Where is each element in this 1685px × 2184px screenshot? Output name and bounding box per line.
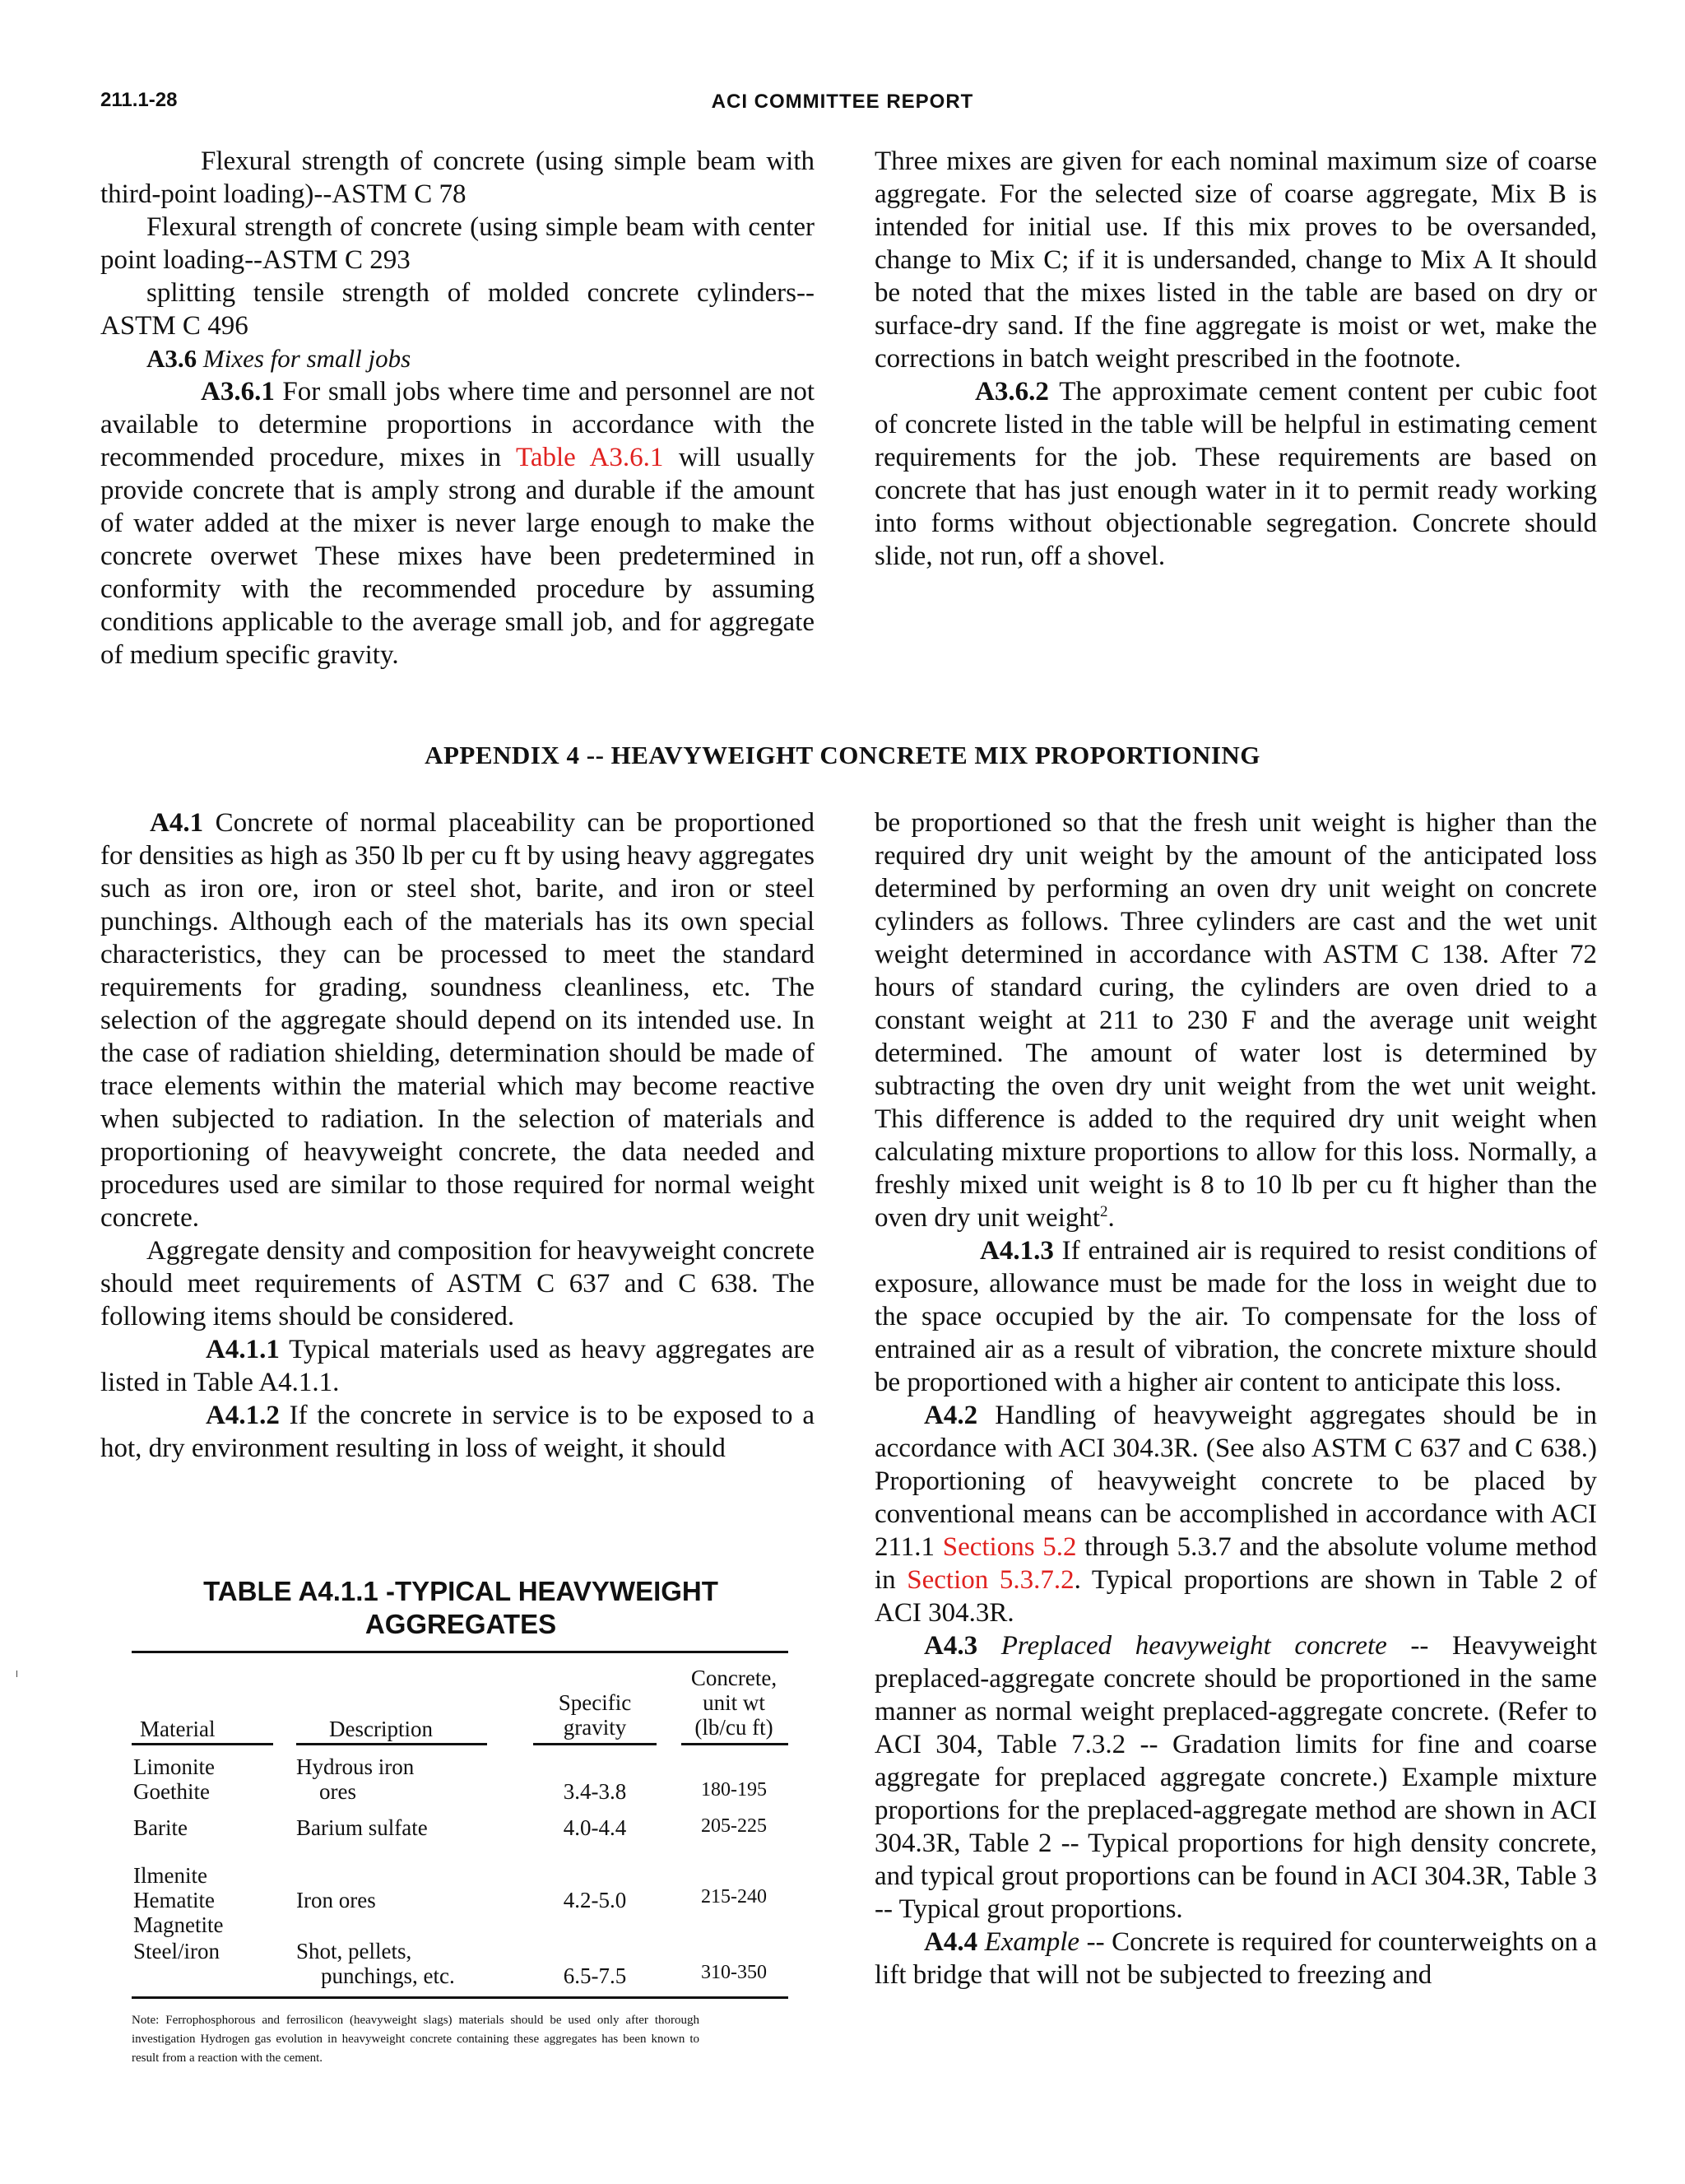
section-a42-label: A4.2 [924, 1401, 978, 1430]
unit-weight-paragraph [875, 806, 1597, 1234]
row-3-material-b: Hematite [133, 1888, 215, 1912]
rule-specific-gravity [533, 1743, 657, 1745]
header-unit-weight-3: (lb/cu ft) [694, 1715, 773, 1740]
row-4-desc-a: Shot, pellets, [296, 1939, 412, 1963]
row-1-material [133, 1754, 215, 1804]
unit-weight-end: . [1107, 1203, 1115, 1233]
margin-mark [16, 1671, 17, 1677]
page-number: 211.1-28 [100, 89, 178, 111]
row-4-specific-gravity: 6.5-7.5 [563, 1963, 627, 1988]
row-3-specific-gravity: 4.2-5.0 [563, 1888, 627, 1912]
row-1-desc-a: Hydrous iron [296, 1754, 415, 1779]
header-sg-2: gravity [563, 1715, 627, 1740]
row-2-specific-gravity: 4.0-4.4 [563, 1815, 627, 1840]
section-a42-paragraph [875, 1399, 1597, 1629]
sections-52-link[interactable]: Sections 5.2 [942, 1532, 1077, 1562]
table-top-rule [132, 1651, 788, 1653]
header-unit-weight-1: Concrete, [690, 1666, 778, 1690]
section-5372-link[interactable]: Section 5.3.7.2 [907, 1565, 1075, 1595]
row-1-unit-weight: 180-195 [701, 1779, 767, 1801]
section-a412-paragraph [100, 1399, 815, 1465]
bottom-left-column [100, 806, 815, 1465]
astm-c496-item: splitting tensile strength of molded concrete cylinders--ASTM C 496 [100, 278, 815, 341]
section-a412-text: If the concrete in service is to be exposed to a hot, dry environment resulting in loss of weight, it should [100, 1401, 815, 1463]
header-specific-gravity [533, 1690, 657, 1740]
astm-c293-item: Flexural strength of concrete (using simple beam with center point loading--ASTM C 293 [100, 212, 815, 275]
row-1-description [296, 1754, 414, 1804]
rule-description [296, 1743, 487, 1745]
section-a36-heading [100, 342, 815, 375]
row-3-material-c: Magnetite [133, 1912, 224, 1937]
table-bottom-rule [132, 1996, 788, 1999]
section-a412-label: A4.1.2 [206, 1401, 280, 1430]
section-a361-text-2: will usually provide concrete that is amply strong and durable if the amount of water added at the mixer is never large enough to make the concrete overwet These mixes have been predetermined in conformity with the recommended procedure by assuming conditions applicable to the average small job, and for aggregate of medium specific gravity. [100, 443, 815, 670]
rule-material [132, 1743, 273, 1745]
section-a43-paragraph [875, 1629, 1597, 1926]
section-a411-text: Typical materials used as heavy aggregates are listed in Table A4.1.1. [100, 1335, 815, 1397]
running-header: ACI COMMITTEE REPORT [711, 91, 974, 113]
section-a42-text-3: . Typical proportions are shown in Table 2 of ACI 304.3R. [875, 1565, 1598, 1628]
header-unit-weight-2: unit wt [703, 1690, 765, 1715]
top-right-column [875, 145, 1597, 573]
mixes-paragraph: Three mixes are given for each nominal maximum size of coarse aggregate. For the selected size of coarse aggregate, Mix B is intended for initial use. If this mix proves to be oversanded, change to Mix C; if it is undersanded, change to Mix A It should be noted that the mixes listed in the table are based on dry or surface-dry sand. If the fine aggregate is moist or wet, make the corrections in batch weight prescribed in the footnote. [875, 146, 1597, 374]
row-3-unit-weight: 215-240 [701, 1886, 767, 1908]
row-3-material [133, 1863, 223, 1937]
section-a41-paragraph [100, 806, 815, 1234]
aggregate-density-paragraph: Aggregate density and composition for heavyweight concrete should meet requirements of ASTM C 637 and C 638. The following items should be considered. [100, 1236, 815, 1331]
table-a411 [132, 1651, 788, 2005]
section-a361-label: A3.6.1 [201, 377, 275, 407]
section-a362-text: The approximate cement content per cubic foot of concrete listed in the table will be helpful in estimating cement requirements for the job. These requirements are based on concrete that has just enough water in it to permit ready working into forms without objectionable segregation. Concrete should slide, not run, off a shovel. [875, 377, 1597, 571]
header-description: Description [329, 1717, 433, 1741]
appendix-4-title: APPENDIX 4 -- HEAVYWEIGHT CONCRETE MIX PROPORTIONING [425, 741, 1260, 769]
section-a411-paragraph [100, 1333, 815, 1399]
section-a36-label: A3.6 [146, 344, 197, 373]
row-3-description: Iron ores [296, 1888, 376, 1912]
table-title-line-2: AGGREGATES [364, 1609, 557, 1639]
section-a361-text-1: For small jobs where time and personnel are not available to determine proportions in accordance with the recommended procedure, mixes in [100, 377, 815, 472]
bottom-right-column [875, 806, 1597, 1991]
table-title-line-1: TABLE A4.1.1 -TYPICAL HEAVYWEIGHT [203, 1576, 718, 1606]
row-2-material: Barite [133, 1815, 188, 1840]
row-2-description: Barium sulfate [296, 1815, 428, 1840]
rule-unit-weight [681, 1743, 788, 1745]
row-2-unit-weight: 205-225 [701, 1815, 767, 1837]
row-1-material-a: Limonite [133, 1754, 215, 1779]
row-4-material: Steel/iron [133, 1939, 220, 1963]
header-unit-weight [673, 1666, 795, 1740]
section-a362-paragraph [875, 375, 1597, 573]
section-a42-text-1: Handling of heavyweight aggregates should be in accordance with ACI 304.3R. (See also ASTM C 637 and C 638.) Proportioning of heavyweight concrete to be placed by conventional means can be accomplished in accordance with ACI 211.1 [875, 1401, 1597, 1562]
footnote-2-ref: 2 [1100, 1203, 1108, 1220]
astm-c78-item: Flexural strength of concrete (using simple beam with third-point loading)--ASTM C 78 [100, 146, 815, 209]
row-1-material-b: Goethite [133, 1779, 210, 1804]
section-a43-label: A4.3 [924, 1631, 978, 1661]
section-a413-label: A4.1.3 [980, 1236, 1054, 1266]
section-a44-title: Example -- [984, 1927, 1105, 1957]
unit-weight-text: be proportioned so that the fresh unit weight is higher than the required dry unit weight by the amount of the anticipated loss determined by performing an oven dry unit weight on concrete cylinders as follows. Three cylinders are cast and the wet unit weight determined in accordance with ASTM C 138. After 72 hours of standard curing, the cylinders are oven dried to a constant weight at 211 to 230 F and the average unit weight determined. The amount of water lost is determined by subtracting the oven dry unit weight from the wet unit weight. This difference is added to the required dry unit weight when calculating mixture proportions to allow for this loss. Normally, a freshly mixed unit weight is 8 to 10 lb per cu ft higher than the oven dry unit weight [875, 808, 1597, 1233]
row-1-desc-b: ores [319, 1779, 356, 1804]
section-a41-label: A4.1 [150, 808, 204, 838]
header-sg-1: Specific [558, 1690, 632, 1715]
table-note: Note: Ferrophosphorous and ferrosilicon (heavyweight slags) materials should be used only after thorough investigation Hydrogen gas evolution in heavyweight concrete containing these aggregates has been known to result from a reaction with the cement. [132, 2014, 699, 2065]
section-a413-paragraph [875, 1234, 1597, 1399]
table-a411-title [132, 1575, 790, 1641]
section-a411-label: A4.1.1 [206, 1335, 280, 1364]
section-a43-text: -- Heavyweight preplaced-aggregate concrete should be proportioned in the same manner as normal weight preplaced-aggregate concrete. (Refer to ACI 304, Table 7.3.2 -- Gradation limits for fine and coarse aggregate for preplaced aggregate concrete.) Example mixture proportions for the preplaced-aggregate method are shown in ACI 304.3R, Table 2 -- Typical proportions for high density concrete, and typical grout proportions can be found in ACI 304.3R, Table 3 -- Typical grout proportions. [875, 1631, 1597, 1924]
section-a413-text: If entrained air is required to resist conditions of exposure, allowance must be made for the loss in weight due to the space occupied by the air. To compensate for the loss of entrained air as a result of vibration, the concrete mixture should be proportioned with a higher air content to anticipate this loss. [875, 1236, 1597, 1397]
section-a361-paragraph [100, 375, 815, 671]
row-1-specific-gravity: 3.4-3.8 [563, 1779, 627, 1804]
top-left-column [100, 145, 815, 671]
section-a44-text: Concrete is required for counterweights on a lift bridge that will not be subjected to freezing and [875, 1927, 1598, 1990]
row-4-description [296, 1939, 455, 1988]
section-a36-title: Mixes for small jobs [202, 344, 411, 373]
section-a43-title: Preplaced heavyweight concrete [1000, 1631, 1387, 1661]
section-a44-label: A4.4 [924, 1927, 978, 1957]
row-4-desc-b: punchings, etc. [321, 1963, 455, 1988]
row-4-unit-weight: 310-350 [701, 1962, 767, 1983]
section-a41-text: Concrete of normal placeability can be proportioned for densities as high as 350 lb per cu ft by using heavy aggregates such as iron ore, iron or steel shot, barite, and iron or steel punchings. Although each of the materials has its own special characteristics, they can be processed to meet the standard requirements for grading, soundness cleanliness, etc. The selection of the aggregate should depend on its intended use. In the case of radiation shielding, determination should be made of trace elements within the material which may become reactive when subjected to radiation. In the selection of materials and proportioning of heavyweight concrete, the data needed and procedures used are similar to those required for normal weight concrete. [100, 808, 815, 1233]
section-a44-paragraph [875, 1926, 1597, 1991]
row-3-material-a: Ilmenite [133, 1863, 207, 1888]
header-material: Material [140, 1717, 216, 1741]
section-a362-label: A3.6.2 [975, 377, 1049, 407]
table-a361-link[interactable]: Table A3.6.1 [516, 443, 664, 472]
section-a42-text-2: through 5.3.7 and the absolute volume method in [875, 1532, 1597, 1595]
